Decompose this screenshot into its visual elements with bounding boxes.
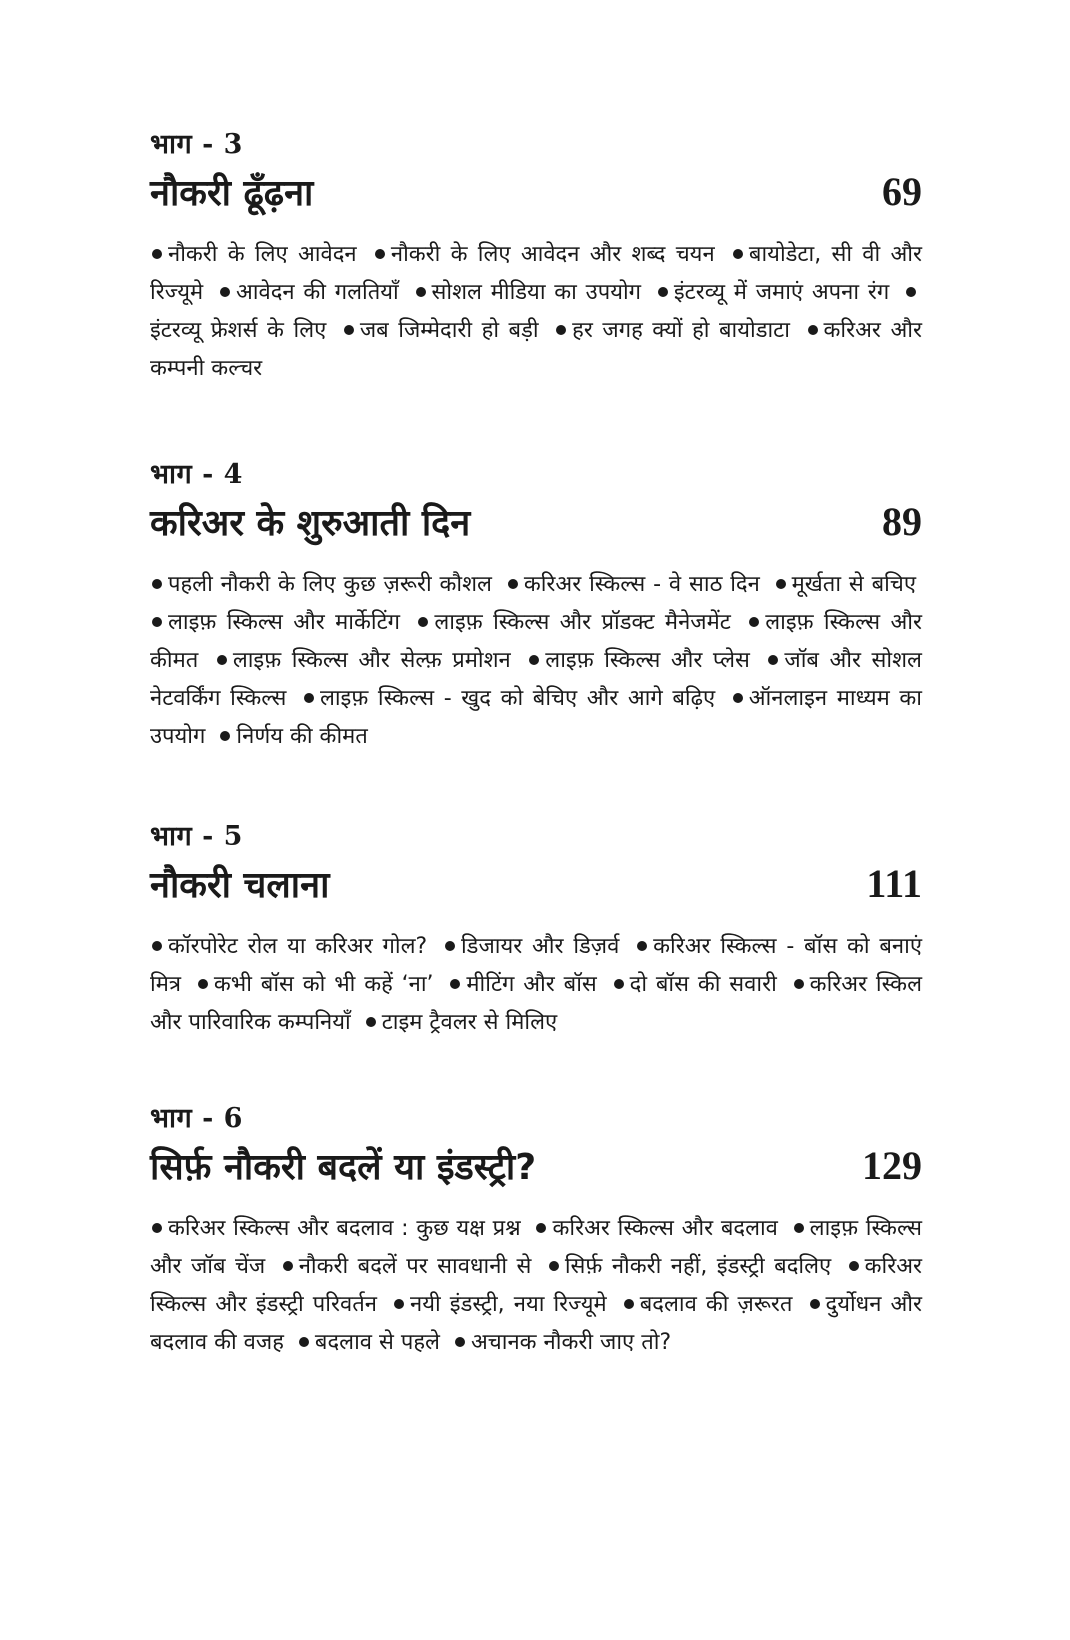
topic-item bbox=[534, 1216, 783, 1241]
bullet-icon bbox=[624, 1299, 634, 1309]
topic-item bbox=[215, 648, 517, 673]
topic-item bbox=[443, 934, 625, 959]
bullet-icon bbox=[810, 1299, 820, 1309]
topic-item bbox=[218, 724, 373, 749]
topic-item bbox=[302, 686, 721, 711]
topic-item bbox=[547, 1254, 837, 1279]
topic-text: कभी बॉस को भी कहें ‘ना’ bbox=[213, 972, 434, 997]
topic-item bbox=[150, 1216, 527, 1241]
topic-list bbox=[150, 566, 922, 756]
bullet-icon bbox=[906, 287, 916, 297]
topic-item bbox=[342, 318, 545, 343]
topic-item bbox=[218, 280, 405, 305]
topic-text: मूर्खता से बचिए bbox=[791, 572, 917, 597]
topic-item bbox=[297, 1330, 446, 1355]
toc-section-part-3 bbox=[150, 128, 922, 388]
title-row bbox=[150, 860, 922, 910]
topic-text: जॉब और सोशल नेटवर्किंग स्किल्स bbox=[150, 648, 922, 711]
topic-text: लाइफ़ स्किल्स और मार्केटिंग bbox=[168, 610, 401, 635]
bullet-icon bbox=[536, 1223, 546, 1233]
topic-list bbox=[150, 928, 922, 1042]
topic-text: अचानक नौकरी जाए तो? bbox=[470, 1330, 672, 1355]
topic-item bbox=[392, 1292, 613, 1317]
bullet-icon bbox=[637, 941, 647, 951]
bullet-icon bbox=[304, 693, 314, 703]
topic-text: लाइफ़ स्किल्स और सेल्फ़ प्रमोशन bbox=[232, 648, 511, 673]
section-title: सिर्फ़ नौकरी बदलें या इंडस्ट्री? bbox=[150, 1147, 537, 1188]
bullet-icon bbox=[450, 979, 460, 989]
page-number: 89 bbox=[882, 499, 922, 544]
topic-text: मीटिंग और बॉस bbox=[466, 972, 597, 997]
topic-item bbox=[448, 972, 602, 997]
topic-text: नौकरी के लिए आवेदन और शब्द चयन bbox=[390, 242, 715, 267]
topic-item bbox=[281, 1254, 538, 1279]
bullet-icon bbox=[375, 249, 385, 259]
topic-text: दो बॉस की सवारी bbox=[629, 972, 777, 997]
bullet-icon bbox=[152, 941, 162, 951]
topic-item bbox=[527, 648, 756, 673]
topic-item bbox=[150, 610, 406, 635]
toc-section-part-4 bbox=[150, 458, 922, 756]
title-row bbox=[150, 1142, 922, 1192]
topic-text: नौकरी बदलें पर सावधानी से bbox=[298, 1254, 532, 1279]
bullet-icon bbox=[556, 325, 566, 335]
topic-item bbox=[196, 972, 440, 997]
section-title: नौकरी चलाना bbox=[150, 865, 330, 906]
topic-text: हर जगह क्यों हो बायोडाटा bbox=[572, 318, 790, 343]
bullet-icon bbox=[217, 655, 227, 665]
bullet-icon bbox=[299, 1337, 309, 1347]
title-row bbox=[150, 498, 922, 548]
title-row bbox=[150, 168, 922, 218]
page-number: 129 bbox=[862, 1143, 922, 1188]
bullet-icon bbox=[614, 979, 624, 989]
bullet-icon bbox=[455, 1337, 465, 1347]
topic-item bbox=[774, 572, 922, 597]
bullet-icon bbox=[220, 287, 230, 297]
topic-item bbox=[414, 280, 648, 305]
topic-text: सिर्फ़ नौकरी नहीं, इंडस्ट्री बदलिए bbox=[564, 1254, 832, 1279]
topic-item bbox=[150, 934, 433, 959]
topic-text: करिअर स्किल्स और इंडस्ट्री परिवर्तन bbox=[150, 1254, 923, 1317]
topic-text: करिअर स्किल्स - बॉस को बनाएं मित्र bbox=[150, 934, 922, 997]
topic-list bbox=[150, 236, 922, 388]
topic-item bbox=[453, 1330, 677, 1355]
topic-item bbox=[373, 242, 721, 267]
bullet-icon bbox=[849, 1261, 859, 1271]
topic-text: कॉरपोरेट रोल या करिअर गोल? bbox=[168, 934, 428, 959]
bullet-icon bbox=[445, 941, 455, 951]
topic-text: निर्णय की कीमत bbox=[236, 724, 368, 749]
section-title: करिअर के शुरुआती दिन bbox=[150, 503, 471, 544]
topic-text: नयी इंडस्ट्री, नया रिज्यूमे bbox=[410, 1292, 607, 1317]
bullet-icon bbox=[366, 1017, 376, 1027]
topic-text: करिअर और कम्पनी कल्चर bbox=[150, 318, 922, 381]
topic-item bbox=[554, 318, 796, 343]
bullet-icon bbox=[529, 655, 539, 665]
bullet-icon bbox=[418, 617, 428, 627]
toc-section-part-5 bbox=[150, 820, 922, 1042]
topic-item bbox=[416, 610, 736, 635]
topic-item bbox=[506, 572, 766, 597]
bullet-icon bbox=[776, 579, 786, 589]
topic-text: करिअर स्किल्स - वे साठ दिन bbox=[523, 572, 760, 597]
topic-text: ऑनलाइन माध्यम का उपयोग bbox=[150, 686, 922, 749]
bullet-icon bbox=[416, 287, 426, 297]
part-label: भाग - 3 bbox=[150, 129, 243, 160]
bullet-icon bbox=[508, 579, 518, 589]
topic-item bbox=[612, 972, 783, 997]
topic-text: आवेदन की गलतियाँ bbox=[235, 280, 399, 305]
bullet-icon bbox=[794, 1223, 804, 1233]
topic-text: सोशल मीडिया का उपयोग bbox=[431, 280, 642, 305]
topic-text: करिअर स्किल और पारिवारिक कम्पनियाँ bbox=[150, 972, 922, 1035]
part-label: भाग - 5 bbox=[150, 821, 243, 852]
topic-text: दुर्योधन और बदलाव की वजह bbox=[150, 1292, 922, 1355]
bullet-icon bbox=[283, 1261, 293, 1271]
bullet-icon bbox=[344, 325, 354, 335]
toc-section-part-6 bbox=[150, 1102, 922, 1362]
bullet-icon bbox=[152, 249, 162, 259]
page-number: 111 bbox=[866, 861, 922, 906]
bullet-icon bbox=[749, 617, 759, 627]
topic-text: बदलाव से पहले bbox=[314, 1330, 440, 1355]
bullet-icon bbox=[394, 1299, 404, 1309]
bullet-icon bbox=[549, 1261, 559, 1271]
topic-text: लाइफ़ स्किल्स और प्लेस bbox=[545, 648, 750, 673]
bullet-icon bbox=[658, 287, 668, 297]
bullet-icon bbox=[152, 617, 162, 627]
topic-item bbox=[150, 572, 498, 597]
topic-text: लाइफ़ स्किल्स और जॉब चेंज bbox=[150, 1216, 923, 1279]
topic-text: बायोडेटा, सी वी और रिज्यूमे bbox=[150, 242, 922, 305]
topic-text: इंटरव्यू में जमाएं अपना रंग bbox=[673, 280, 890, 305]
topic-text: इंटरव्यू फ्रेशर्स के लिए bbox=[150, 318, 327, 343]
bullet-icon bbox=[768, 655, 778, 665]
topic-text: नौकरी के लिए आवेदन bbox=[168, 242, 357, 267]
toc-page bbox=[150, 0, 922, 1640]
bullet-icon bbox=[794, 979, 804, 989]
page-number: 69 bbox=[882, 169, 922, 214]
topic-item bbox=[364, 1010, 563, 1035]
topic-text: लाइफ़ स्किल्स और प्रॉडक्ट मैनेजमेंट bbox=[434, 610, 731, 635]
topic-list bbox=[150, 1210, 922, 1362]
bullet-icon bbox=[152, 579, 162, 589]
topic-text: करिअर स्किल्स और बदलाव : कुछ यक्ष प्रश्न bbox=[168, 1216, 521, 1241]
topic-item bbox=[150, 242, 363, 267]
topic-text: करिअर स्किल्स और बदलाव bbox=[552, 1216, 778, 1241]
topic-text: टाइम ट्रैवलर से मिलिए bbox=[381, 1010, 558, 1035]
topic-text: डिजायर और डिज़र्व bbox=[460, 934, 620, 959]
bullet-icon bbox=[152, 1223, 162, 1233]
bullet-icon bbox=[198, 979, 208, 989]
topic-text: पहली नौकरी के लिए कुछ ज़रूरी कौशल bbox=[168, 572, 492, 597]
topic-item bbox=[656, 280, 895, 305]
topic-item bbox=[622, 1292, 799, 1317]
bullet-icon bbox=[808, 325, 818, 335]
bullet-icon bbox=[733, 693, 743, 703]
topic-text: लाइफ़ स्किल्स - खुद को बेचिए और आगे बढ़िए bbox=[319, 686, 716, 711]
bullet-icon bbox=[220, 731, 230, 741]
part-label: भाग - 6 bbox=[150, 1103, 243, 1134]
topic-text: जब जिम्मेदारी हो बड़ी bbox=[359, 318, 539, 343]
section-title: नौकरी ढूँढ़ना bbox=[150, 173, 314, 214]
part-label: भाग - 4 bbox=[150, 459, 243, 490]
topic-text: लाइफ़ स्किल्स और कीमत bbox=[150, 610, 922, 673]
bullet-icon bbox=[733, 249, 743, 259]
topic-text: बदलाव की ज़रूरत bbox=[639, 1292, 793, 1317]
